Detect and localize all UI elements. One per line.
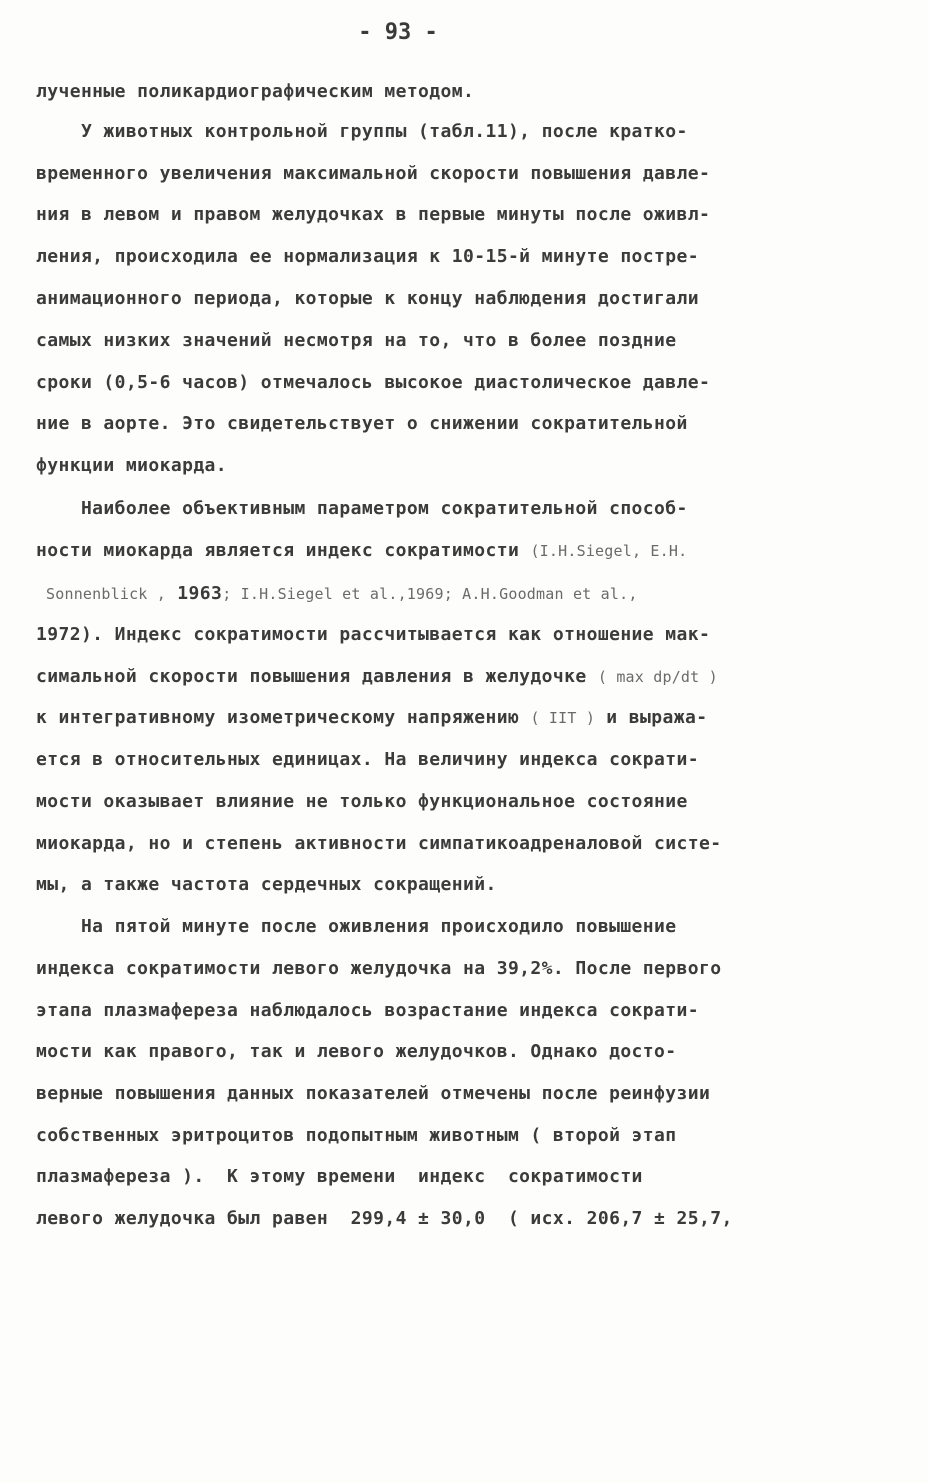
citation-text: Sonnenblick ,	[46, 585, 166, 603]
line-text: мости как правого, так и левого желудочков. Однако досто-	[36, 1041, 677, 1062]
text-line	[36, 371, 710, 395]
text-line	[46, 582, 638, 606]
line-text: На пятой минуте после оживления происходило повышение	[36, 916, 677, 937]
text-line	[36, 706, 707, 730]
text-line	[36, 1207, 733, 1231]
text-line	[36, 873, 497, 897]
line-text: и выража-	[595, 707, 708, 728]
line-text: миокарда, но и степень активности симпатикоадреналовой систе-	[36, 833, 722, 854]
text-line	[36, 832, 721, 856]
text-line	[36, 329, 677, 353]
text-line	[36, 539, 687, 563]
line-text: функции миокарда.	[36, 455, 228, 476]
line-text: анимационного периода, которые к концу наблюдения достигали	[36, 288, 699, 309]
text-line	[36, 162, 710, 186]
text-line	[36, 454, 227, 478]
line-text: ние в аорте. Это свидетельствует о снижении сократительной	[36, 413, 688, 434]
text-line	[36, 1165, 643, 1189]
line-text: ности миокарда является индекс сократимости	[36, 540, 531, 561]
page-number: - 93 -	[358, 20, 438, 45]
line-text: мости оказывает влияние не только функциональное состояние	[36, 791, 688, 812]
line-text: ния в левом и правом желудочках в первые минуты после оживл-	[36, 204, 711, 225]
text-line	[36, 120, 688, 144]
line-text: сроки (0,5-6 часов) отмечалось высокое диастолическое давле-	[36, 372, 711, 393]
text-line	[36, 203, 710, 227]
line-text: 1972). Индекс сократимости рассчитывается как отношение мак-	[36, 624, 711, 645]
line-text: ется в относительных единицах. На величину индекса сократи-	[36, 749, 699, 770]
citation-text: (I.H.Siegel, E.H.	[530, 542, 688, 560]
line-text: самых низких значений несмотря на то, что в более поздние	[36, 330, 677, 351]
formula-text: ( max dp/dt )	[597, 668, 718, 686]
line-text: к интегративному изометрическому напряжению	[36, 707, 531, 728]
line-text: собственных эритроцитов подопытным животным ( второй этап	[36, 1125, 677, 1146]
citation-year: 1963	[166, 583, 223, 604]
line-text: лученные поликардиографическим методом.	[36, 81, 475, 102]
text-line	[36, 790, 688, 814]
text-line	[36, 1124, 677, 1148]
line-text: индекса сократимости левого желудочка на 39,2%. После первого	[36, 958, 722, 979]
text-line	[36, 665, 718, 689]
text-line	[36, 957, 721, 981]
line-text: мы, а также частота сердечных сокращений.	[36, 874, 497, 895]
text-line	[36, 915, 677, 939]
text-line	[36, 748, 699, 772]
line-text: временного увеличения максимальной скорости повышения давле-	[36, 163, 711, 184]
text-line	[36, 80, 474, 104]
line-text: левого желудочка был равен 299,4 ± 30,0 ( исх. 206,7 ± 25,7,	[36, 1208, 733, 1229]
citation-text: ; I.H.Siegel et al.,1969; A.H.Goodman et al.,	[222, 585, 638, 603]
abbreviation-text: ( IIT )	[530, 709, 596, 727]
text-line	[36, 1040, 677, 1064]
line-text: этапа плазмафереза наблюдалось возрастание индекса сократи-	[36, 1000, 699, 1021]
line-text: У животных контрольной группы (табл.11), после кратко-	[36, 121, 688, 142]
line-text: симальной скорости повышения давления в желудочке	[36, 666, 598, 687]
text-line	[36, 497, 688, 521]
text-line	[36, 1082, 710, 1106]
text-line	[36, 999, 699, 1023]
line-text: верные повышения данных показателей отмечены после реинфузии	[36, 1083, 711, 1104]
line-text: ления, происходила ее нормализация к 10-15-й минуте постре-	[36, 246, 699, 267]
line-text: Наиболее объективным параметром сократительной способ-	[36, 498, 688, 519]
text-line	[36, 412, 688, 436]
text-line	[36, 245, 699, 269]
text-line	[36, 623, 710, 647]
text-line	[36, 287, 699, 311]
line-text: плазмафереза ). К этому времени индекс сократимости	[36, 1166, 643, 1187]
